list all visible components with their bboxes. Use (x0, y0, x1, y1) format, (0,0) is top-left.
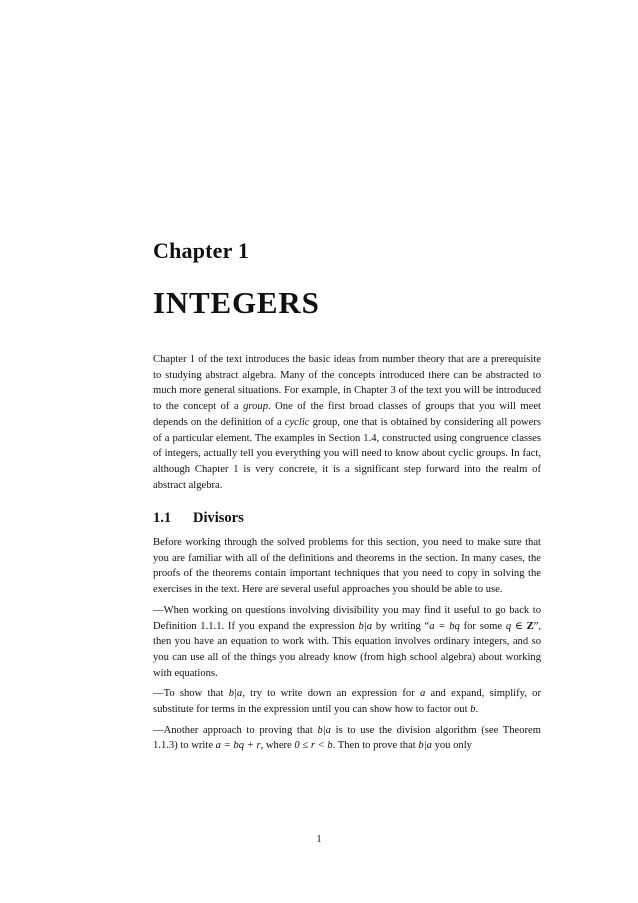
math-expression: b|a (317, 724, 331, 736)
intro-paragraph (153, 352, 541, 498)
paragraph-3 (153, 686, 541, 717)
math-expression: b|a (418, 740, 432, 752)
math-expression: b|a (228, 688, 243, 700)
math-symbol: ∈ (511, 620, 527, 632)
chapter-label: Chapter 1 (153, 238, 250, 263)
paragraph-text: —To show that (153, 688, 229, 700)
paragraph-text: , where (260, 740, 295, 752)
math-expression: a = bq + r (215, 740, 261, 752)
paragraph-text: by writing “ (372, 620, 430, 632)
paragraph-text: —Another approach to proving that (153, 724, 318, 736)
page-number: 1 (316, 834, 322, 845)
section-number: 1.1 (153, 510, 172, 526)
integers-symbol: Z (526, 620, 534, 632)
paragraph-text: is to use the division algorithm (see Theorem 1.1.3) to write (153, 724, 541, 752)
math-expression: b (470, 704, 476, 716)
chapter-title: INTEGERS (153, 285, 320, 320)
math-expression: a = bq (429, 620, 460, 632)
paragraph-2 (153, 603, 541, 682)
section-heading (153, 510, 244, 527)
paragraph-text: you only (431, 740, 472, 752)
paragraph-text: . Then to prove that (332, 740, 419, 752)
section-title: Divisors (193, 510, 244, 526)
intro-cyclic-term: cyclic (284, 416, 310, 428)
paragraph-text: ”, then you have an equation to work with. This equation involves ordinary integers, and so you can use all of the things you already know (from high school algebra) about working with equations. (153, 620, 541, 679)
intro-group-term: group (243, 401, 268, 413)
paragraph-text: , try to write down an expression for (242, 688, 420, 700)
section-body (153, 535, 541, 759)
paragraph-1: Before working through the solved problems for this section, you need to make sure that you are familiar with all of the definitions and theorems in the section. In many cases, the proofs of the theorems contain important techniques that you need to copy in solving the exercises in the text. Here are several useful approaches you should be able to use. (153, 537, 541, 596)
paragraph-4 (153, 723, 541, 754)
math-expression: 0 ≤ r < b (294, 740, 333, 752)
paragraph-text: —When working on questions involving divisibility you may find it useful to go back to Definition 1.1.1. If you expand the expression (153, 604, 541, 632)
paragraph-text: . (475, 704, 479, 716)
intro-text: group, one that is obtained by considering all powers of a particular element. The examples in Section 1.4, constructed using congruence classes of integers, actually tell you everything you will need to know about cyclic groups. In fact, although Chapter 1 is very concrete, it is a significant step forward into the realm of abstract algebra. (153, 416, 541, 491)
math-expression: q (505, 620, 512, 632)
math-expression: a (419, 688, 426, 700)
paragraph-text: for some (459, 620, 506, 632)
math-expression: b|a (358, 620, 373, 632)
intro-text: . One of the first broad classes of groups that you will meet depends on the definition of a (153, 401, 541, 428)
intro-text: Chapter 1 of the text introduces the basic ideas from number theory that are a prerequisite to studying abstract algebra. Many of the concepts introduced there can be abstracted to much more general situations. For example, in Chapter 3 of the text you will be introduced to the concept of a (153, 354, 541, 413)
paragraph-text: and expand, simplify, or substitute for terms in the expression until you can show how to factor out (153, 688, 541, 716)
